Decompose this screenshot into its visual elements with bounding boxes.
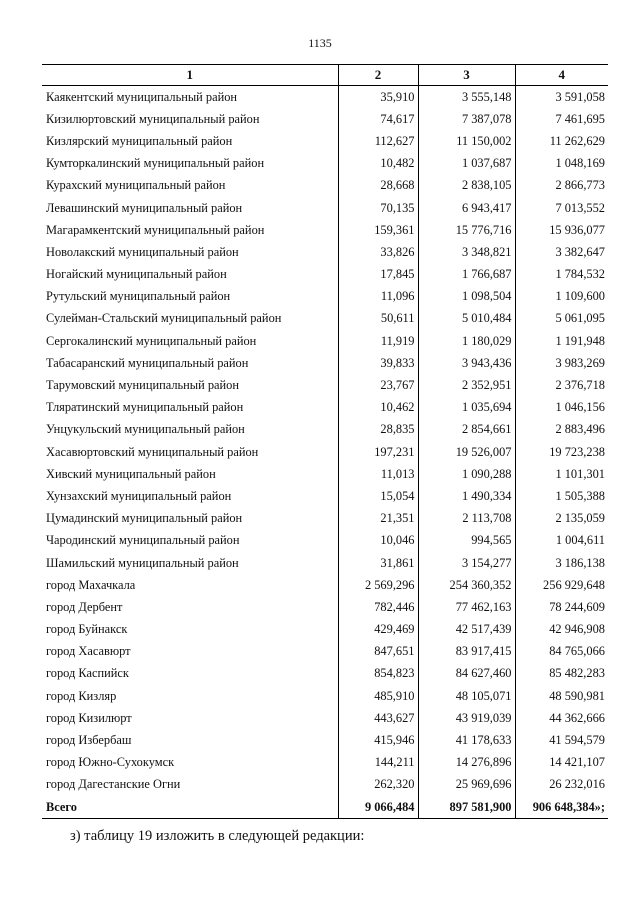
row-value-4: 2 135,059 xyxy=(515,508,608,530)
row-name: Тарумовский муниципальный район xyxy=(46,378,239,393)
row-name: Унцукульский муниципальный район xyxy=(46,422,245,437)
row-value-2: 70,135 xyxy=(338,197,418,219)
table-body xyxy=(42,86,608,797)
row-value-4: 78 244,609 xyxy=(515,596,608,618)
total-value-4: 906 648,384»; xyxy=(515,796,608,819)
row-value-3: 1 037,687 xyxy=(418,153,515,175)
row-value-2: 847,651 xyxy=(338,641,418,663)
row-value-2: 10,462 xyxy=(338,397,418,419)
table-row xyxy=(42,86,608,109)
table-row xyxy=(42,352,608,374)
row-value-4: 11 262,629 xyxy=(515,130,608,152)
row-value-2: 39,833 xyxy=(338,352,418,374)
row-name: Табасаранский муниципальный район xyxy=(46,355,249,370)
table-row xyxy=(42,552,608,574)
table-row xyxy=(42,241,608,263)
row-name: город Каспийск xyxy=(46,666,129,681)
table-row xyxy=(42,153,608,175)
row-value-2: 50,611 xyxy=(338,308,418,330)
row-value-3: 43 919,039 xyxy=(418,707,515,729)
table-row xyxy=(42,663,608,685)
row-name: Шамильский муниципальный район xyxy=(46,555,239,570)
row-value-3: 254 360,352 xyxy=(418,574,515,596)
row-name: Тляратинский муниципальный район xyxy=(46,400,244,415)
row-value-2: 28,835 xyxy=(338,419,418,441)
row-value-2: 144,211 xyxy=(338,752,418,774)
total-value-2: 9 066,484 xyxy=(338,796,418,819)
row-name: Новолакский муниципальный район xyxy=(46,244,239,259)
row-name: Каякентский муниципальный район xyxy=(46,89,238,104)
row-value-3: 48 105,071 xyxy=(418,685,515,707)
table-row xyxy=(42,219,608,241)
table-row xyxy=(42,374,608,396)
column-header-2: 2 xyxy=(338,65,418,86)
row-name: город Дагестанские Огни xyxy=(46,777,181,792)
row-value-3: 84 627,460 xyxy=(418,663,515,685)
row-name: город Южно-Сухокумск xyxy=(46,755,175,770)
row-value-4: 2 866,773 xyxy=(515,175,608,197)
row-name: Сулейман-Стальский муниципальный район xyxy=(46,311,282,326)
row-name: Курахский муниципальный район xyxy=(46,178,226,193)
row-value-4: 48 590,981 xyxy=(515,685,608,707)
table-row xyxy=(42,330,608,352)
table-row xyxy=(42,619,608,641)
table-row xyxy=(42,729,608,751)
row-value-4: 2 376,718 xyxy=(515,374,608,396)
row-value-2: 21,351 xyxy=(338,508,418,530)
row-value-4: 3 591,058 xyxy=(515,86,608,109)
table-row xyxy=(42,641,608,663)
row-value-3: 19 526,007 xyxy=(418,441,515,463)
table-row xyxy=(42,419,608,441)
row-value-3: 3 943,436 xyxy=(418,352,515,374)
table-row xyxy=(42,463,608,485)
row-name: Кумторкалинский муниципальный район xyxy=(46,156,265,171)
row-value-3: 1 035,694 xyxy=(418,397,515,419)
row-value-2: 415,946 xyxy=(338,729,418,751)
row-name: город Дербент xyxy=(46,599,123,614)
row-value-4: 1 101,301 xyxy=(515,463,608,485)
row-value-4: 85 482,283 xyxy=(515,663,608,685)
row-value-2: 17,845 xyxy=(338,264,418,286)
row-value-4: 41 594,579 xyxy=(515,729,608,751)
row-value-4: 2 883,496 xyxy=(515,419,608,441)
row-value-2: 197,231 xyxy=(338,441,418,463)
row-value-2: 11,096 xyxy=(338,286,418,308)
row-value-2: 10,482 xyxy=(338,153,418,175)
table-row xyxy=(42,774,608,796)
row-value-2: 31,861 xyxy=(338,552,418,574)
row-name: город Избербаш xyxy=(46,733,132,748)
row-value-3: 3 348,821 xyxy=(418,241,515,263)
row-value-2: 15,054 xyxy=(338,485,418,507)
page-number: 1135 xyxy=(308,36,332,50)
row-name: город Кизляр xyxy=(46,688,117,703)
row-value-4: 44 362,666 xyxy=(515,707,608,729)
table-row xyxy=(42,286,608,308)
row-value-4: 1 046,156 xyxy=(515,397,608,419)
row-value-3: 2 352,951 xyxy=(418,374,515,396)
row-value-3: 1 180,029 xyxy=(418,330,515,352)
column-header-1: 1 xyxy=(42,65,338,86)
row-value-2: 2 569,296 xyxy=(338,574,418,596)
row-value-3: 3 555,148 xyxy=(418,86,515,109)
row-value-4: 1 109,600 xyxy=(515,286,608,308)
row-name: Рутульский муниципальный район xyxy=(46,289,231,304)
row-value-3: 1 098,504 xyxy=(418,286,515,308)
row-value-3: 994,565 xyxy=(418,530,515,552)
row-name: город Махачкала xyxy=(46,577,136,592)
table-row xyxy=(42,530,608,552)
row-value-2: 23,767 xyxy=(338,374,418,396)
column-header-4: 4 xyxy=(515,65,608,86)
row-value-2: 443,627 xyxy=(338,707,418,729)
table-row xyxy=(42,108,608,130)
row-value-4: 1 505,388 xyxy=(515,485,608,507)
budget-table xyxy=(42,64,608,819)
row-name: Чародинский муниципальный район xyxy=(46,533,240,548)
row-value-2: 262,320 xyxy=(338,774,418,796)
row-value-4: 19 723,238 xyxy=(515,441,608,463)
row-value-2: 35,910 xyxy=(338,86,418,109)
column-header-3: 3 xyxy=(418,65,515,86)
row-value-2: 782,446 xyxy=(338,596,418,618)
row-value-3: 77 462,163 xyxy=(418,596,515,618)
row-value-4: 3 983,269 xyxy=(515,352,608,374)
row-value-4: 26 232,016 xyxy=(515,774,608,796)
row-value-3: 25 969,696 xyxy=(418,774,515,796)
table-row xyxy=(42,574,608,596)
row-value-4: 5 061,095 xyxy=(515,308,608,330)
row-name: Хасавюртовский муниципальный район xyxy=(46,444,259,459)
row-value-3: 1 766,687 xyxy=(418,264,515,286)
row-value-2: 854,823 xyxy=(338,663,418,685)
table-row xyxy=(42,485,608,507)
row-value-4: 1 048,169 xyxy=(515,153,608,175)
row-name: Сергокалинский муниципальный район xyxy=(46,333,257,348)
table-row xyxy=(42,397,608,419)
table-row xyxy=(42,175,608,197)
row-value-3: 2 854,661 xyxy=(418,419,515,441)
table-row xyxy=(42,596,608,618)
row-value-3: 83 917,415 xyxy=(418,641,515,663)
row-value-4: 42 946,908 xyxy=(515,619,608,641)
row-value-4: 84 765,066 xyxy=(515,641,608,663)
row-name: Кизилюртовский муниципальный район xyxy=(46,111,260,126)
row-value-3: 15 776,716 xyxy=(418,219,515,241)
table-row xyxy=(42,130,608,152)
row-value-4: 3 382,647 xyxy=(515,241,608,263)
row-name: Кизлярский муниципальный район xyxy=(46,133,233,148)
table-row xyxy=(42,197,608,219)
row-value-3: 2 838,105 xyxy=(418,175,515,197)
row-value-4: 15 936,077 xyxy=(515,219,608,241)
row-name: Хивский муниципальный район xyxy=(46,466,216,481)
row-name: Цумадинский муниципальный район xyxy=(46,511,243,526)
row-value-2: 159,361 xyxy=(338,219,418,241)
row-value-2: 74,617 xyxy=(338,108,418,130)
row-value-3: 7 387,078 xyxy=(418,108,515,130)
table-total-row xyxy=(42,796,608,819)
row-value-4: 1 784,532 xyxy=(515,264,608,286)
total-label: Всего xyxy=(42,796,338,819)
row-value-3: 14 276,896 xyxy=(418,752,515,774)
row-name: город Хасавюрт xyxy=(46,644,131,659)
row-value-4: 3 186,138 xyxy=(515,552,608,574)
row-value-4: 7 461,695 xyxy=(515,108,608,130)
row-name: город Буйнакск xyxy=(46,622,128,637)
table-row xyxy=(42,264,608,286)
instruction-text: з) таблицу 19 изложить в следующей редакции: xyxy=(70,828,365,844)
row-value-2: 11,919 xyxy=(338,330,418,352)
table-row xyxy=(42,685,608,707)
row-value-2: 11,013 xyxy=(338,463,418,485)
row-value-2: 10,046 xyxy=(338,530,418,552)
row-value-4: 1 004,611 xyxy=(515,530,608,552)
row-value-3: 3 154,277 xyxy=(418,552,515,574)
row-name: Левашинский муниципальный район xyxy=(46,200,243,215)
table-row xyxy=(42,441,608,463)
row-name: Хунзахский муниципальный район xyxy=(46,488,232,503)
total-value-3: 897 581,900 xyxy=(418,796,515,819)
table-row xyxy=(42,707,608,729)
table-row xyxy=(42,508,608,530)
row-name: Ногайский муниципальный район xyxy=(46,267,227,282)
row-value-4: 256 929,648 xyxy=(515,574,608,596)
table-row xyxy=(42,308,608,330)
row-value-4: 14 421,107 xyxy=(515,752,608,774)
row-value-2: 485,910 xyxy=(338,685,418,707)
table-row xyxy=(42,752,608,774)
row-value-2: 28,668 xyxy=(338,175,418,197)
row-value-2: 33,826 xyxy=(338,241,418,263)
row-name: Магарамкентский муниципальный район xyxy=(46,222,265,237)
row-value-3: 1 490,334 xyxy=(418,485,515,507)
row-name: город Кизилюрт xyxy=(46,710,132,725)
row-value-4: 7 013,552 xyxy=(515,197,608,219)
row-value-3: 41 178,633 xyxy=(418,729,515,751)
row-value-3: 5 010,484 xyxy=(418,308,515,330)
row-value-3: 11 150,002 xyxy=(418,130,515,152)
row-value-2: 112,627 xyxy=(338,130,418,152)
row-value-3: 2 113,708 xyxy=(418,508,515,530)
row-value-2: 429,469 xyxy=(338,619,418,641)
row-value-3: 1 090,288 xyxy=(418,463,515,485)
row-value-4: 1 191,948 xyxy=(515,330,608,352)
row-value-3: 6 943,417 xyxy=(418,197,515,219)
table-header-row xyxy=(42,65,608,86)
row-value-3: 42 517,439 xyxy=(418,619,515,641)
